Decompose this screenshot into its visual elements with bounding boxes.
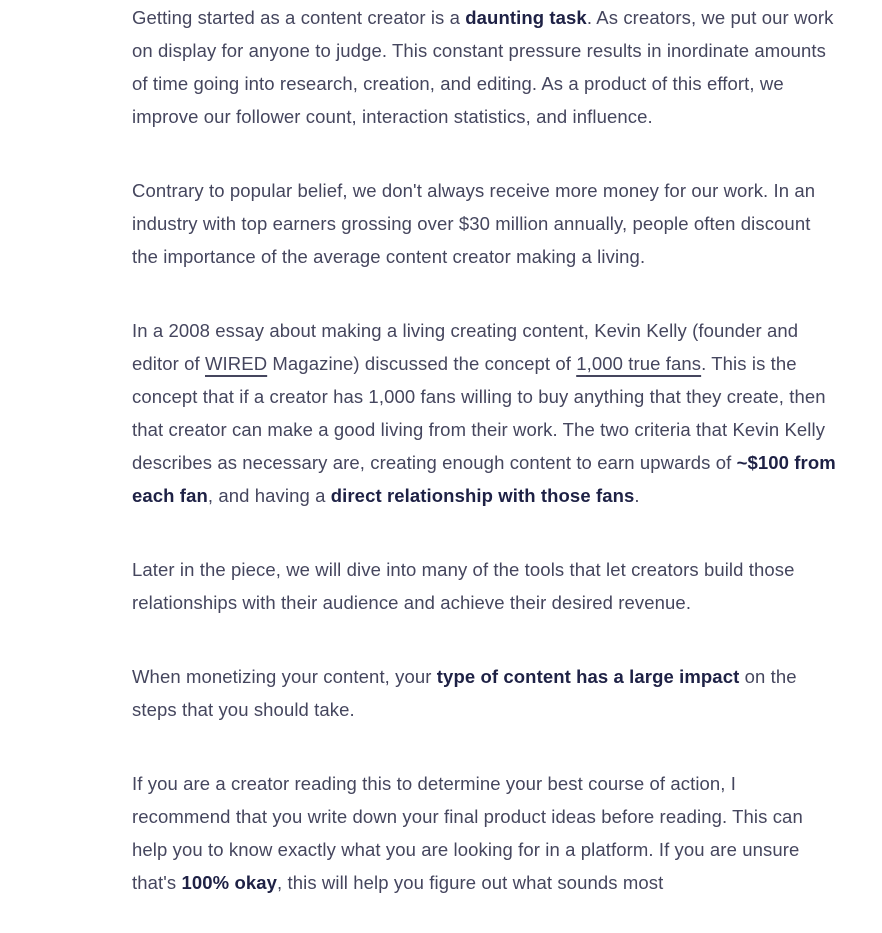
paragraph — [132, 314, 838, 512]
text-run: Later in the piece, we will dive into many of the tools that let creators build those relationships with their audience and achieve their desired revenue. — [132, 559, 795, 613]
bold-text-run: 100% okay — [181, 872, 278, 893]
text-run: Magazine) discussed the concept of — [267, 353, 577, 374]
paragraph — [132, 660, 838, 726]
text-run: Contrary to popular belief, we don't always receive more money for our work. In an industry with top earners grossing over $30 million annually, people often discount the importance of the average content creator making a living. — [132, 180, 816, 267]
text-run: on the steps that you should take. — [132, 666, 797, 720]
bold-text-run: type of content has a large impact — [436, 666, 740, 687]
text-run: , this will help you figure out what sounds most — [277, 872, 664, 893]
text-run: . As creators, we put our work on display for anyone to judge. This constant pressure results in inordinate amounts of time going into research, creation, and editing. As a product of this effort, we improve our follower count, interaction statistics, and influence. — [132, 7, 834, 127]
paragraph — [132, 553, 838, 619]
text-run: When monetizing your content, your — [132, 666, 437, 687]
bold-text-run: daunting task — [465, 7, 587, 28]
thousand-true-fans-link[interactable]: 1,000 true fans — [576, 353, 702, 374]
text-run: . — [634, 485, 640, 506]
paragraph — [132, 174, 838, 273]
bold-text-run: direct relationship with those fans — [330, 485, 635, 506]
text-run: . This is the concept that if a creator has 1,000 fans willing to buy anything that they create, then that creator can make a good living from their work. The two criteria that Kevin Kelly describes as necessary are, creating enough content to earn upwards of — [132, 353, 826, 473]
article-body — [132, 0, 838, 899]
text-run: Getting started as a content creator is a — [132, 7, 466, 28]
text-run: In a 2008 essay about making a living creating content, Kevin Kelly (founder and editor of — [132, 320, 799, 374]
paragraph — [132, 1, 838, 133]
text-run: If you are a creator reading this to determine your best course of action, I recommend that you write down your final product ideas before reading. This can help you to know exactly what you are looking for in a platform. If you are unsure that's — [132, 773, 803, 893]
text-run: , and having a — [207, 485, 331, 506]
bold-text-run: ~$100 from each fan — [132, 452, 836, 506]
paragraph — [132, 767, 838, 899]
wired-link[interactable]: WIRED — [205, 353, 268, 374]
